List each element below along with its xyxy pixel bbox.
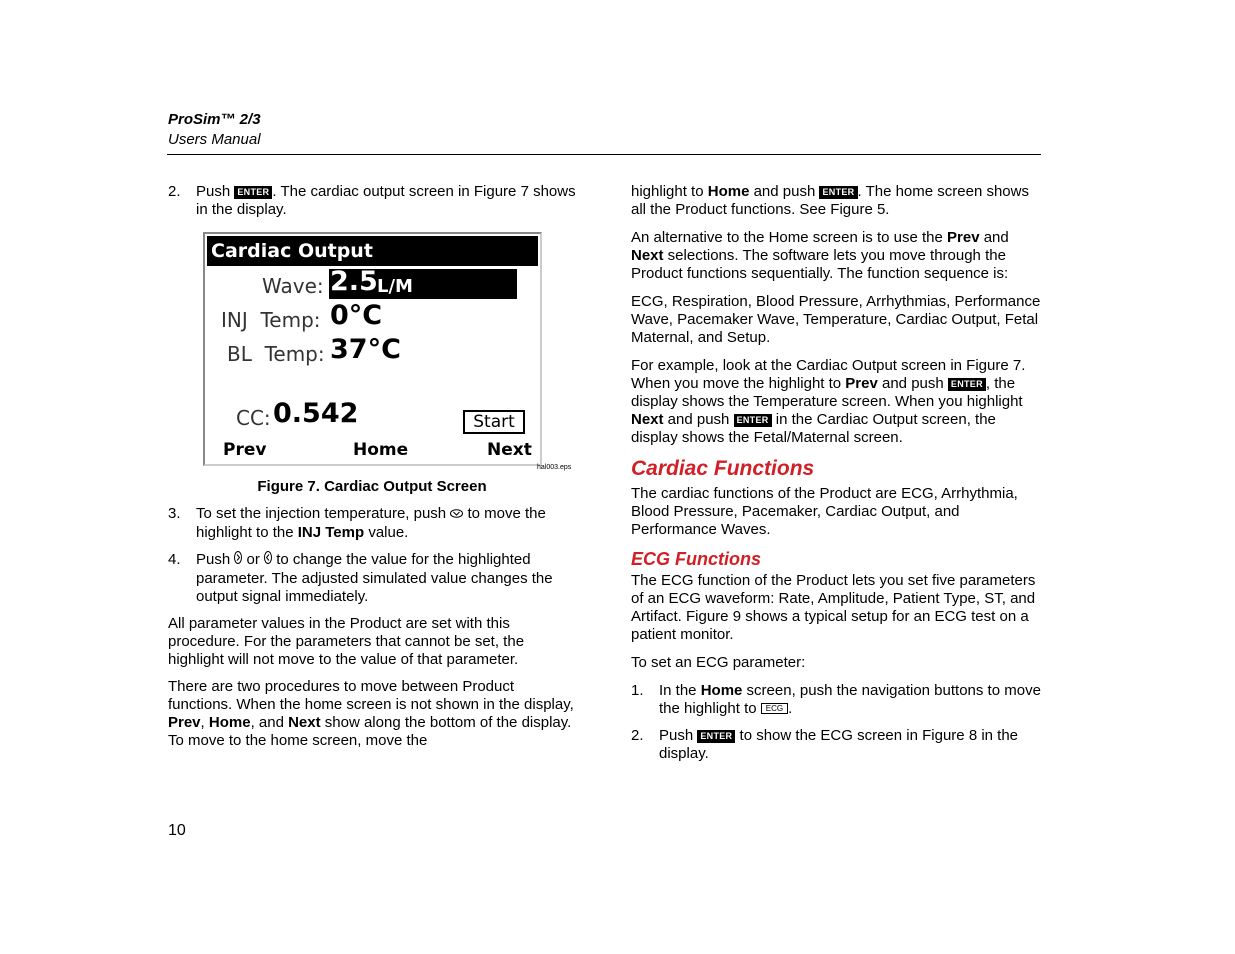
paragraph: ECG, Respiration, Blood Pressure, Arrhythmias, Performance Wave, Pacemaker Wave, Temperature, Cardiac Output, Fetal Maternal, and Setup. bbox=[631, 293, 1041, 346]
figure-filename: hal003.eps bbox=[537, 464, 572, 471]
text: show along the bottom of the display. To move to the home screen, move the bbox=[168, 714, 572, 749]
text: . The home screen shows all the Product functions. See Figure 5. bbox=[631, 183, 1029, 218]
nav-prev: Prev bbox=[223, 440, 267, 460]
bl-temp-label: BL Temp: bbox=[227, 342, 325, 366]
wave-value: 2.5 bbox=[330, 266, 378, 297]
header-rule bbox=[167, 154, 1041, 155]
step-text: or bbox=[242, 551, 265, 568]
step-3 bbox=[168, 505, 576, 542]
step-text: to move the highlight to the bbox=[196, 505, 546, 541]
bl-temp-value: 37°C bbox=[330, 334, 401, 365]
paragraph bbox=[168, 678, 576, 750]
text: , bbox=[200, 714, 209, 731]
step-number: 3. bbox=[168, 505, 181, 522]
text: and push bbox=[877, 375, 948, 392]
heading-cardiac-functions: Cardiac Functions bbox=[631, 457, 815, 480]
step-number: 2. bbox=[168, 183, 181, 200]
nav-next: Next bbox=[487, 440, 532, 460]
step-text: . The cardiac output screen in Figure 7 shows in the display. bbox=[196, 183, 576, 218]
text: and push bbox=[749, 183, 820, 200]
page-number: 10 bbox=[168, 822, 186, 839]
header-title: ProSim™ 2/3 bbox=[168, 111, 261, 128]
inj-temp-term: INJ Temp bbox=[297, 524, 365, 541]
right-column bbox=[631, 183, 1041, 772]
step-number: 4. bbox=[168, 551, 181, 568]
heading-ecg-functions: ECG Functions bbox=[631, 549, 761, 569]
home-term: Home bbox=[707, 183, 750, 200]
wave-unit: L/M bbox=[377, 276, 413, 297]
step-text: . bbox=[788, 700, 793, 717]
paragraph bbox=[631, 183, 1041, 219]
cardiac-output-screen-figure bbox=[203, 232, 542, 466]
inj-temp-value: 0°C bbox=[330, 300, 383, 331]
step-text: value. bbox=[364, 524, 409, 541]
text: highlight to bbox=[631, 183, 708, 200]
start-button: Start bbox=[463, 410, 525, 434]
text: An alternative to the Home screen is to use the bbox=[631, 229, 948, 246]
nav-home: Home bbox=[353, 440, 409, 460]
step-text: Push bbox=[659, 727, 698, 744]
chevron-down-icon bbox=[450, 506, 463, 524]
wave-label: Wave: bbox=[262, 274, 324, 298]
enter-key-icon: ENTER bbox=[819, 186, 857, 199]
cc-value: 0.542 bbox=[273, 398, 359, 429]
prev-term: Prev bbox=[947, 229, 980, 246]
text: selections. The software lets you move through the Product functions sequentially. The function sequence is: bbox=[631, 247, 1009, 282]
next-term: Next bbox=[631, 411, 664, 428]
ecg-key-icon: ECG bbox=[761, 703, 788, 714]
step-4 bbox=[168, 551, 576, 606]
text: in the Cardiac Output screen, the display shows the Fetal/Maternal screen. bbox=[631, 411, 996, 446]
step-text: to show the ECG screen in Figure 8 in the display. bbox=[659, 727, 1019, 762]
home-term: Home bbox=[208, 714, 251, 731]
enter-key-icon: ENTER bbox=[234, 186, 272, 199]
text: and bbox=[979, 229, 1009, 246]
step-2 bbox=[168, 183, 576, 219]
step-text: To set the injection temperature, push bbox=[196, 505, 451, 522]
paragraph bbox=[631, 357, 1041, 447]
header-subtitle: Users Manual bbox=[168, 131, 261, 148]
paragraph: All parameter values in the Product are set with this procedure. For the parameters that cannot be set, the highlight will not move to the value of that parameter. bbox=[168, 615, 525, 668]
enter-key-icon: ENTER bbox=[948, 378, 986, 391]
prev-term: Prev bbox=[845, 375, 878, 392]
next-term: Next bbox=[631, 247, 664, 264]
text: , and bbox=[250, 714, 289, 731]
ecg-step-1 bbox=[631, 682, 1041, 718]
inj-temp-label: INJ Temp: bbox=[221, 308, 321, 332]
enter-key-icon: ENTER bbox=[734, 414, 772, 427]
paragraph: The ECG function of the Product lets you set five parameters of an ECG waveform: Rate, Amplitude, Patient Type, ST, and Artifact. Figure 9 shows a typical setup for an ECG test on a patient monitor. bbox=[631, 572, 1036, 643]
text: , the display shows the Temperature screen. When you highlight bbox=[631, 375, 1023, 410]
paragraph: To set an ECG parameter: bbox=[631, 654, 806, 671]
step-number: 2. bbox=[631, 727, 644, 744]
paragraph: The cardiac functions of the Product are ECG, Arrhythmia, Blood Pressure, Pacemaker, Cardiac Output, and Performance Waves. bbox=[631, 485, 1018, 538]
text: There are two procedures to move between Product functions. When the home screen is not shown in the display, bbox=[168, 678, 574, 713]
step-text: screen, push the navigation buttons to move the highlight to bbox=[659, 682, 1041, 717]
screen-title: Cardiac Output bbox=[207, 236, 538, 266]
step-text: to change the value for the highlighted parameter. The adjusted simulated value changes the output signal immediately. bbox=[196, 551, 553, 605]
left-column bbox=[168, 183, 576, 228]
cc-label: CC: bbox=[236, 406, 271, 430]
step-text: Push bbox=[196, 183, 235, 200]
ecg-step-2 bbox=[631, 727, 1041, 763]
paragraph bbox=[631, 229, 1041, 283]
text: and push bbox=[663, 411, 734, 428]
text: For example, look at the Cardiac Output screen in Figure 7. When you move the highlight to bbox=[631, 357, 1026, 392]
step-text: Push bbox=[196, 551, 235, 568]
step-number: 1. bbox=[631, 682, 644, 699]
home-term: Home bbox=[700, 682, 743, 699]
enter-key-icon: ENTER bbox=[697, 730, 735, 743]
left-column-lower bbox=[168, 505, 576, 760]
arrow-left-icon bbox=[264, 551, 272, 570]
prev-term: Prev bbox=[168, 714, 201, 731]
next-term: Next bbox=[288, 714, 321, 731]
step-text: In the bbox=[659, 682, 701, 699]
figure-caption: Figure 7. Cardiac Output Screen bbox=[257, 478, 487, 495]
